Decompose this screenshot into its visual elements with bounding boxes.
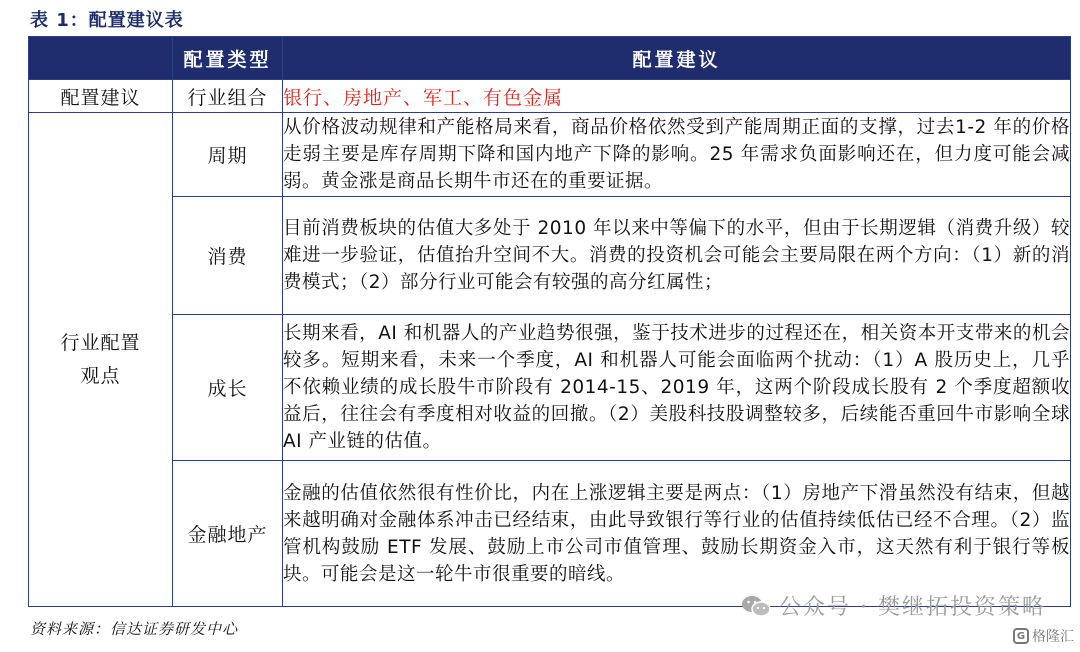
header-type: 配置类型 <box>173 37 283 80</box>
watermark-text: 公众号 · 樊继拓投资策略 <box>779 595 1046 620</box>
wechat-icon <box>741 594 771 618</box>
source-note: 资料来源：信达证券研发中心 <box>30 620 239 638</box>
advice-text: 长期来看，AI 和机器人的产业趋势很强，鉴于技术进步的过程还在，相关资本开支带来的机会较多。短期来看，未来一个季度，AI 和机器人可能会面临两个扰动：（1）A 股历史上，几乎不依赖业绩的成长股牛市阶段有 2014-15、2019 年，这两个阶段成长股有 2 个季度超额收益后，往往会有季度相对收益的回撤。（2）美股科技股调整较多，后续能否重回牛市影响全球 AI 产业链的估值。 <box>283 315 1071 461</box>
table-row <box>29 197 1071 315</box>
advice-text: 从价格波动规律和产能格局来看，商品价格依然受到产能周期正面的支撑，过去1-2 年的价格走弱主要是库存周期下降和国内地产下降的影响。25 年需求负面影响还在，但力度可能会减弱。黄金涨是商品长期牛市还在的重要证据。 <box>283 113 1071 197</box>
combo-value: 银行、房地产、军工、有色金属 <box>283 80 1071 113</box>
gelonghui-badge <box>1013 626 1074 646</box>
table-row <box>29 113 1071 197</box>
category-cell: 周期 <box>173 113 283 197</box>
observations-label-text: 行业配置观点 <box>60 331 141 387</box>
table-row <box>29 461 1071 607</box>
combo-sublabel: 行业组合 <box>173 80 283 113</box>
advice-text: 金融的估值依然很有性价比，内在上涨逻辑主要是两点：（1）房地产下滑虽然没有结束，但越来越明确对金融体系冲击已经结束，由此导致银行等行业的估值持续低估已经不合理。（2）监管机构鼓励 ETF 发展、鼓励上市公司市值管理、鼓励长期资金入市，这天然有利于银行等板块。可能会是这一轮牛市很重要的暗线。 <box>283 461 1071 607</box>
allocation-table <box>28 36 1071 607</box>
category-cell: 金融地产 <box>173 461 283 607</box>
combo-row <box>29 80 1071 113</box>
table-caption: 表 1：配置建议表 <box>30 10 184 31</box>
header-row <box>29 37 1071 80</box>
observations-label <box>29 113 173 607</box>
category-cell: 消费 <box>173 197 283 315</box>
advice-text: 目前消费板块的估值大多处于 2010 年以来中等偏下的水平，但由于长期逻辑（消费升级）较难进一步验证，估值抬升空间不大。消费的投资机会可能会主要局限在两个方向：（1）新的消费模式；（2）部分行业可能会有较强的高分红属性； <box>283 197 1071 315</box>
combo-label: 配置建议 <box>29 80 173 113</box>
header-blank-cell <box>29 37 173 80</box>
gelonghui-logo-icon: G <box>1013 628 1029 644</box>
badge-text: 格隆汇 <box>1032 629 1074 645</box>
watermark <box>741 590 1046 621</box>
header-advice: 配置建议 <box>283 37 1071 80</box>
category-cell: 成长 <box>173 315 283 461</box>
table-row <box>29 315 1071 461</box>
